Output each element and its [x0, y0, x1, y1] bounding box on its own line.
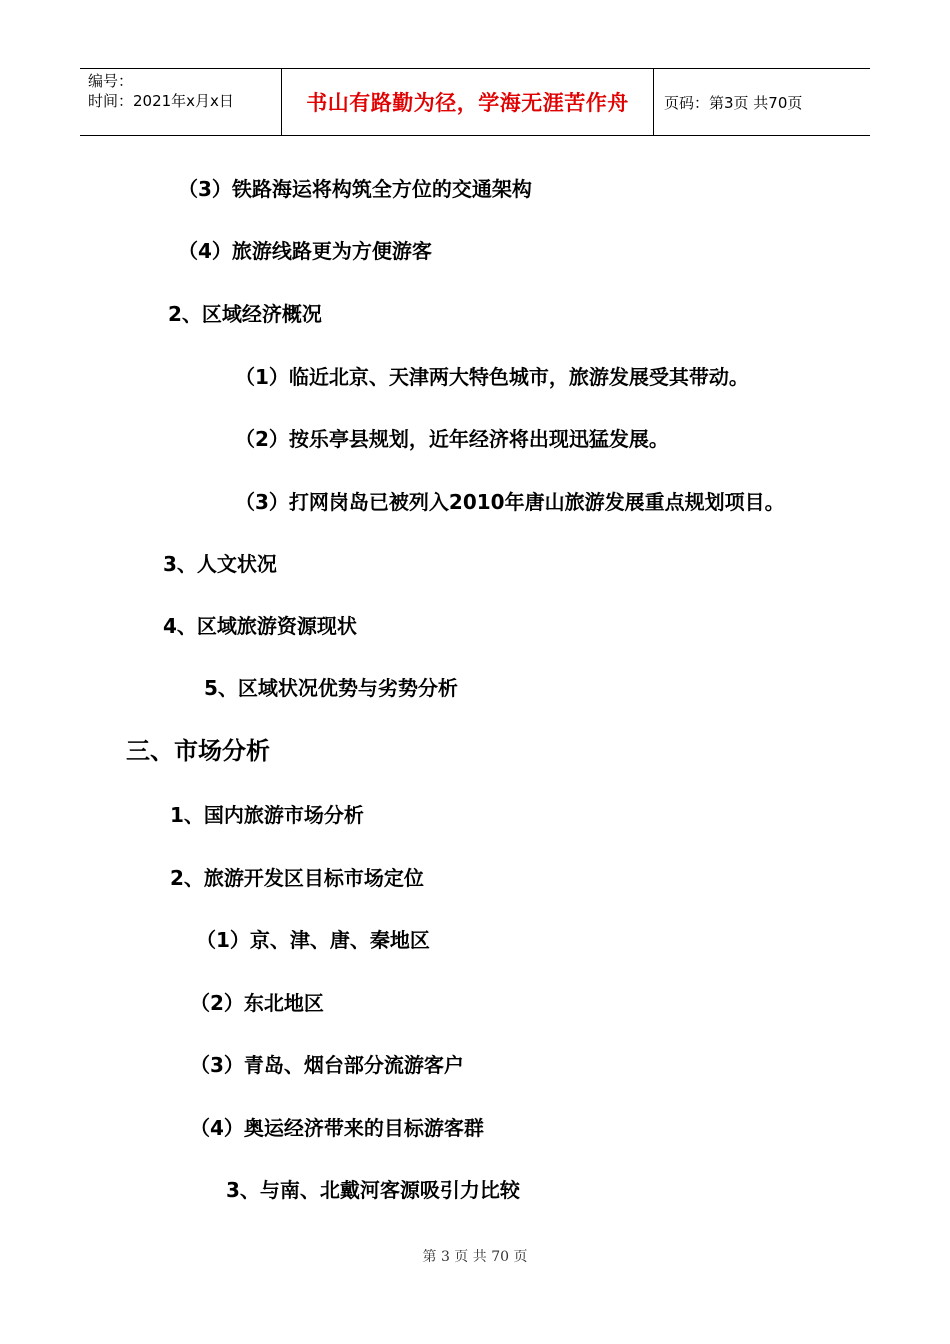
outline-item: （3）青岛、烟台部分流游客户	[190, 1053, 464, 1077]
page-footer: 第 3 页 共 70 页	[422, 1249, 528, 1265]
header-page-info: 页码：第3页 共70页	[664, 93, 803, 112]
page-header	[80, 68, 870, 136]
outline-item: 4、区域旅游资源现状	[163, 614, 357, 638]
outline-item: 2、区域经济概况	[168, 302, 322, 326]
outline-item: 3、人文状况	[163, 552, 277, 576]
outline-item: 1、国内旅游市场分析	[170, 803, 364, 827]
outline-item: 3、与南、北戴河客源吸引力比较	[226, 1178, 520, 1202]
outline-item: （4）旅游线路更为方便游客	[178, 239, 432, 263]
outline-item: （3）打网岗岛已被列入2010年唐山旅游发展重点规划项目。	[235, 490, 785, 514]
outline-item: （2）按乐亭县规划，近年经济将出现迅猛发展。	[235, 427, 669, 451]
outline-item: （1）京、津、唐、秦地区	[196, 928, 430, 952]
header-number-label: 编号：	[88, 72, 134, 90]
header-time-label: 时间：2021年x月x日	[88, 92, 234, 110]
section-heading: 三、市场分析	[126, 737, 270, 765]
outline-item: （1）临近北京、天津两大特色城市，旅游发展受其带动。	[235, 365, 749, 389]
outline-item: 2、旅游开发区目标市场定位	[170, 866, 424, 890]
outline-item: （2）东北地区	[190, 991, 324, 1015]
outline-item: 5、区域状况优势与劣势分析	[204, 676, 458, 700]
header-motto: 书山有路勤为径，学海无涯苦作舟	[282, 69, 654, 135]
header-meta	[80, 69, 282, 135]
outline-item: （3）铁路海运将构筑全方位的交通架构	[178, 177, 532, 201]
outline-item: （4）奥运经济带来的目标游客群	[190, 1116, 484, 1140]
